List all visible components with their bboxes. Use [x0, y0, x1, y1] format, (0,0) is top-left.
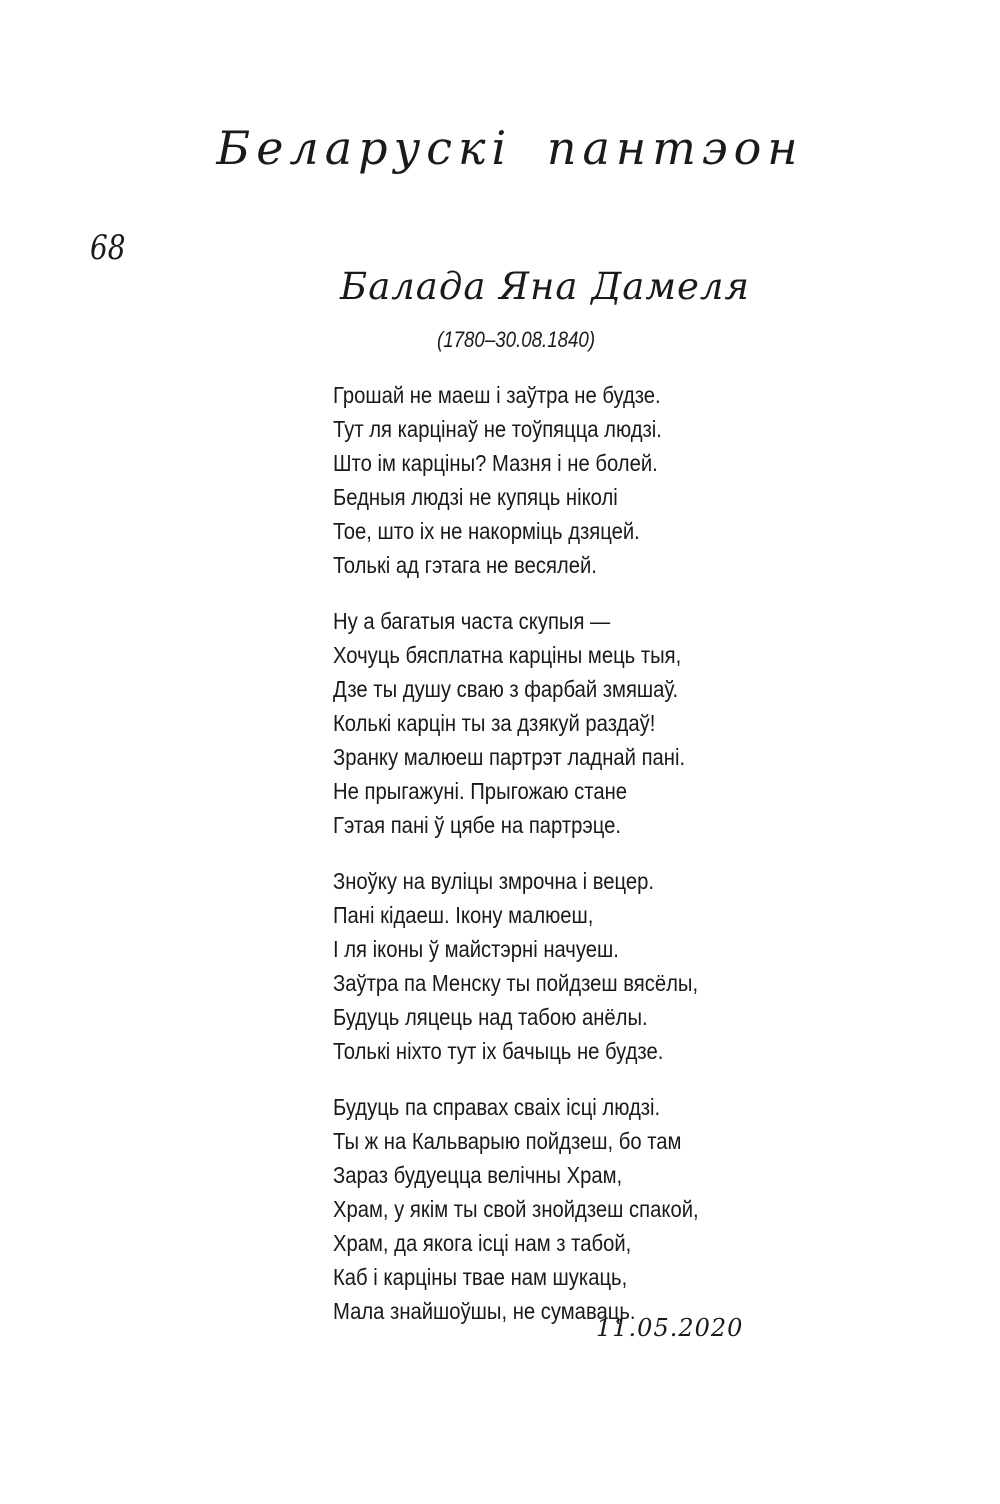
verse-line: Толькі ад гэтага не весялей. [333, 552, 597, 578]
verse-line: Бедныя людзі не купяць ніколі [333, 484, 618, 510]
stanza-3 [333, 864, 873, 1068]
verse-line: Пані кідаеш. Ікону малюеш, [333, 902, 594, 928]
verse-line: Не прыгажуні. Прыгожаю стане [333, 778, 628, 804]
verse-line: Каб і карціны твае нам шукаць, [333, 1264, 628, 1290]
page-number: 68 [90, 228, 126, 268]
stanza-4 [333, 1090, 873, 1328]
poem-life-dates: (1780–30.08.1840) [437, 327, 596, 352]
poem-title: Балада Яна Дамеля [340, 265, 750, 308]
verse-line: Тут ля карцінаў не тоўпяцца людзі. [333, 416, 662, 442]
verse-line: Што ім карціны? Мазня і не болей. [333, 450, 658, 476]
verse-line: Заўтра па Менску ты пойдзеш вясёлы, [333, 970, 699, 996]
poem-body [333, 378, 873, 1350]
verse-line: Тое, што іх не накорміць дзяцей. [333, 518, 640, 544]
stanza-1 [333, 378, 873, 582]
running-head: Беларускі пантэон [216, 121, 804, 175]
verse-line: Будуць па справах сваіх ісці людзі. [333, 1094, 661, 1120]
verse-line: Колькі карцін ты за дзякуй раздаў! [333, 710, 656, 736]
verse-line: Зранку малюеш партрэт ладнай пані. [333, 744, 686, 770]
verse-line: Зараз будуецца велічны Храм, [333, 1162, 623, 1188]
verse-line: Дзе ты душу сваю з фарбай змяшаў. [333, 676, 679, 702]
verse-line: Будуць ляцець над табою анёлы. [333, 1004, 648, 1030]
verse-line: Грошай не маеш і заўтра не будзе. [333, 382, 661, 408]
verse-line: Храм, у якім ты свой знойдзеш спакой, [333, 1196, 699, 1222]
verse-line: Храм, да якога ісці нам з табой, [333, 1230, 632, 1256]
verse-line: Зноўку на вуліцы змрочна і вецер. [333, 868, 654, 894]
verse-line: Мала знайшоўшы, не сумаваць. [333, 1298, 636, 1324]
verse-line: Гэтая пані ў цябе на партрэце. [333, 812, 621, 838]
verse-line: Толькі ніхто тут іх бачыць не будзе. [333, 1038, 664, 1064]
poem-date: 11.05.2020 [596, 1314, 744, 1342]
verse-line: І ля іконы ў майстэрні начуеш. [333, 936, 619, 962]
verse-line: Ну а багатыя часта скупыя — [333, 608, 611, 634]
stanza-2 [333, 604, 873, 842]
verse-line: Хочуць бясплатна карціны мець тыя, [333, 642, 682, 668]
verse-line: Ты ж на Кальварыю пойдзеш, бо там [333, 1128, 682, 1154]
